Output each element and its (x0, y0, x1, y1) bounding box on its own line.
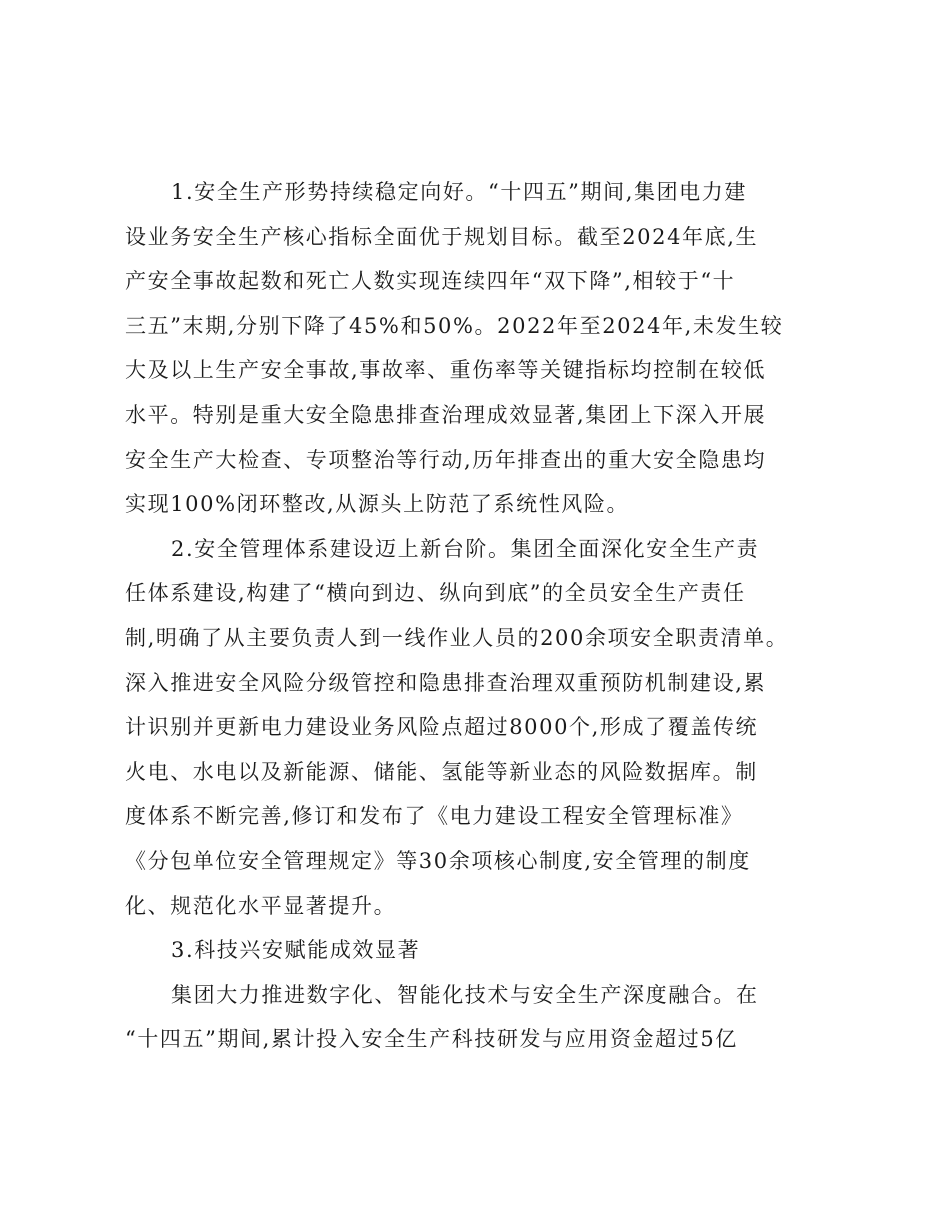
document-body (125, 170, 835, 1062)
text-line: 安全生产大检查、专项整治等行动,历年排查出的重大安全隐患均 (125, 447, 767, 472)
text-line: 3.科技兴安赋能成效显著 (171, 938, 421, 963)
text-line: 实现100%闭环整改,从源头上防范了系统性风险。 (125, 492, 630, 517)
text-line: 任体系建设,构建了“横向到边、纵向到底”的全员安全生产责任 (125, 581, 746, 606)
text-line: 设业务安全生产核心指标全面优于规划目标。截至2024年底,生 (125, 224, 759, 249)
text-line: “十四五”期间,累计投入安全生产科技研发与应用资金超过5亿 (125, 1027, 738, 1052)
text-line: 集团大力推进数字化、智能化技术与安全生产深度融合。在 (171, 982, 759, 1007)
text-line: 2.安全管理体系建设迈上新台阶。集团全面深化安全生产责 (171, 536, 760, 561)
text-line: 化、规范化水平显著提升。 (125, 893, 397, 918)
text-line: 火电、水电以及新能源、储能、氢能等新业态的风险数据库。制 (125, 759, 758, 784)
text-line: 计识别并更新电力建设业务风险点超过8000个,形成了覆盖传统 (125, 715, 759, 740)
text-line: 制,明确了从主要负责人到一线作业人员的200余项安全职责清单。 (125, 625, 789, 650)
text-line: 1.安全生产形势持续稳定向好。“十四五”期间,集团电力建 (171, 180, 747, 204)
text-line: 深入推进安全风险分级管控和隐患排查治理双重预防机制建设,累 (125, 670, 767, 695)
text-line: 度体系不断完善,修订和发布了《电力建设工程安全管理标准》 (125, 804, 744, 829)
text-line: 产安全事故起数和死亡人数实现连续四年“双下降”,相较于“十 (125, 269, 736, 294)
text-line: 《分包单位安全管理规定》等30余项核心制度,安全管理的制度 (125, 848, 751, 873)
text-line: 水平。特别是重大安全隐患排查治理成效显著,集团上下深入开展 (125, 402, 767, 427)
text-line: 三五”末期,分别下降了45%和50%。2022年至2024年,未发生较 (125, 313, 784, 338)
text-line: 大及以上生产安全事故,事故率、重伤率等关键指标均控制在较低 (125, 358, 767, 383)
